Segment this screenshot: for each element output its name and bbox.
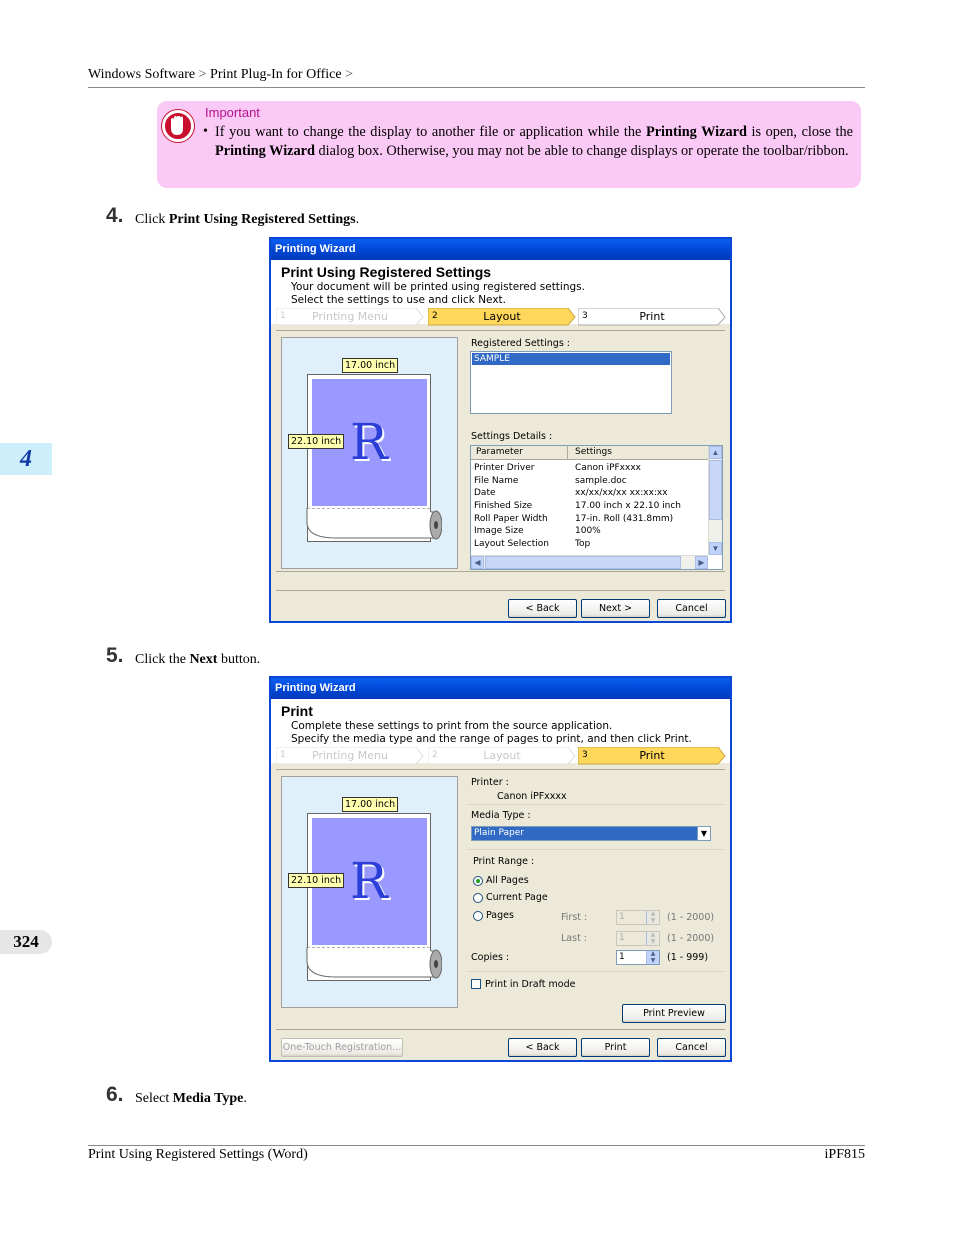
printer-label: Printer : (471, 777, 509, 788)
printer-value: Canon iPFxxxx (497, 791, 567, 802)
copies-label: Copies : (471, 952, 510, 963)
all-pages-radio[interactable] (473, 876, 483, 886)
settings-details-table[interactable] (470, 445, 723, 570)
cancel-button[interactable]: Cancel (657, 1038, 726, 1057)
roll-paper-icon (306, 508, 442, 542)
wizard-heading: Print (281, 703, 313, 719)
breadcrumb-separator: > (345, 67, 354, 82)
step-number: 4. (106, 204, 124, 227)
media-type-label: Media Type : (471, 810, 531, 821)
breadcrumb (88, 67, 353, 83)
wizard-heading: Print Using Registered Settings (281, 264, 492, 280)
important-note (157, 101, 861, 188)
list-item[interactable]: SAMPLE (472, 353, 670, 365)
current-page-radio[interactable] (473, 893, 483, 903)
horizontal-scrollbar[interactable] (471, 555, 708, 569)
divider (276, 590, 725, 591)
table-header (471, 446, 709, 460)
draft-mode-label[interactable]: Print in Draft mode (485, 979, 576, 990)
dialog-title: Printing Wizard (271, 239, 730, 260)
next-button[interactable]: Next > (581, 599, 650, 618)
print-preview-button[interactable]: Print Preview (622, 1004, 726, 1023)
column-header[interactable]: Parameter (476, 447, 523, 457)
cancel-button[interactable]: Cancel (657, 599, 726, 618)
registered-settings-list[interactable] (470, 351, 672, 414)
registered-settings-label: Registered Settings : (471, 338, 570, 349)
pages-label[interactable]: Pages (486, 910, 514, 921)
printing-wizard-dialog (269, 237, 732, 623)
table-row: Layout Selection Top (474, 539, 591, 549)
last-label: Last : (561, 933, 588, 944)
dialog-title: Printing Wizard (271, 678, 730, 699)
important-text: If you want to change the display to another file or application while the Printing Wizard is open, close the Printing Wizard dialog box. Otherwise, you may not be able to change displays or operate the toolbar/ribbon. (215, 124, 854, 159)
pages-radio[interactable] (473, 911, 483, 921)
wizard-step-layout: 2 Layout (428, 308, 576, 326)
divider (276, 769, 725, 770)
copies-input[interactable]: 1 ▲ ▼ (616, 950, 660, 965)
scroll-up-icon[interactable]: ▲ (709, 446, 722, 459)
wizard-step-layout: 2 Layout (428, 747, 576, 765)
step-text: Click Print Using Registered Settings. (135, 212, 360, 227)
table-row: Date xx/xx/xx/xx xx:xx:xx (474, 488, 668, 498)
layout-preview (281, 337, 458, 569)
first-label: First : (561, 912, 588, 923)
footer-rule (88, 1145, 865, 1146)
width-label: 17.00 inch (342, 358, 398, 373)
copies-range: (1 - 999) (667, 952, 709, 963)
media-type-select[interactable]: Plain Paper ▼ (471, 826, 711, 841)
scroll-left-icon[interactable]: ◀ (471, 556, 484, 569)
step-number: 5. (106, 644, 124, 667)
wizard-step-print: 3 Print (578, 308, 726, 326)
vertical-scrollbar[interactable] (708, 446, 722, 555)
table-row: Roll Paper Width 17-in. Roll (431.8mm) (474, 514, 674, 524)
table-row: Finished Size 17.00 inch x 22.10 inch (474, 501, 682, 511)
wizard-description: Specify the media type and the range of pages to print, and then click Print. (291, 733, 692, 745)
breadcrumb-item[interactable]: Print Plug-In for Office (210, 67, 342, 82)
current-page-label[interactable]: Current Page (486, 892, 548, 903)
layout-preview (281, 776, 458, 1008)
wizard-steps (276, 747, 726, 765)
all-pages-label[interactable]: All Pages (486, 875, 529, 886)
printing-wizard-dialog (269, 676, 732, 1062)
one-touch-registration-button[interactable]: One-Touch Registration... (281, 1038, 403, 1057)
step-text: Click the Next button. (135, 652, 261, 667)
settings-details-label: Settings Details : (471, 431, 553, 442)
column-header[interactable]: Settings (575, 447, 612, 457)
scroll-thumb[interactable] (485, 556, 681, 569)
preview-letter: R (350, 852, 388, 910)
header-rule (88, 87, 865, 88)
last-range: (1 - 2000) (667, 933, 715, 944)
important-title: Important (205, 105, 260, 120)
chevron-down-icon[interactable]: ▼ (697, 827, 710, 840)
scroll-down-icon[interactable]: ▼ (709, 542, 722, 555)
breadcrumb-item[interactable]: Windows Software (88, 67, 196, 82)
page-number: 324 (0, 930, 52, 954)
hand-stop-icon (162, 110, 194, 142)
divider (276, 1029, 725, 1030)
preview-letter: R (350, 413, 388, 471)
wizard-step-printing-menu: 1 Printing Menu (276, 747, 424, 765)
height-label: 22.10 inch (288, 873, 344, 888)
table-row: File Name sample.doc (474, 476, 627, 486)
footer-section-title: Print Using Registered Settings (Word) (88, 1147, 308, 1162)
first-range: (1 - 2000) (667, 912, 715, 923)
roll-paper-icon (306, 947, 442, 981)
breadcrumb-separator: > (198, 67, 207, 82)
print-range-label: Print Range : (473, 856, 535, 867)
wizard-step-printing-menu: 1 Printing Menu (276, 308, 424, 326)
chapter-tab: 4 (0, 443, 52, 475)
scroll-right-icon[interactable]: ▶ (695, 556, 708, 569)
wizard-description: Complete these settings to print from the source application. (291, 720, 613, 732)
scroll-thumb[interactable] (709, 460, 722, 520)
first-page-input[interactable]: 1 ▲ ▼ (616, 910, 660, 925)
back-button[interactable]: < Back (508, 599, 577, 618)
print-button[interactable]: Print (581, 1038, 650, 1057)
last-page-input[interactable]: 1 ▲ ▼ (616, 931, 660, 946)
wizard-description: Your document will be printed using registered settings. (291, 281, 585, 293)
back-button[interactable]: < Back (508, 1038, 577, 1057)
bullet: • (203, 124, 208, 139)
wizard-step-print: 3 Print (578, 747, 726, 765)
step-number: 6. (106, 1083, 124, 1106)
wizard-steps (276, 308, 726, 326)
draft-mode-checkbox[interactable] (471, 979, 481, 989)
table-row: Image Size 100% (474, 526, 601, 536)
wizard-description: Select the settings to use and click Next. (291, 294, 506, 306)
footer-model: iPF815 (824, 1147, 865, 1162)
width-label: 17.00 inch (342, 797, 398, 812)
height-label: 22.10 inch (288, 434, 344, 449)
divider (276, 330, 725, 331)
table-row: Printer Driver Canon iPFxxxx (474, 463, 641, 473)
divider (276, 571, 725, 572)
step-text: Select Media Type. (135, 1091, 247, 1106)
